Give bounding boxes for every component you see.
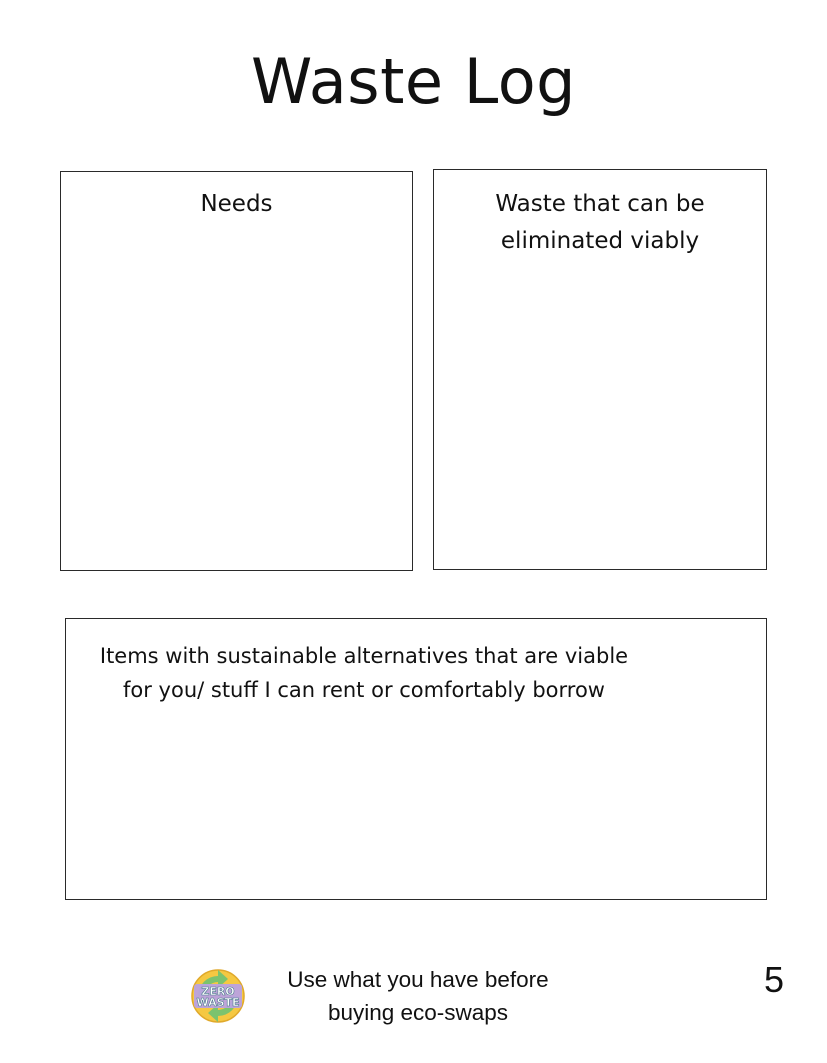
sustainable-alternatives-box[interactable] bbox=[65, 618, 767, 900]
eliminable-waste-label-line-1: Waste that can be bbox=[495, 191, 705, 217]
footer-tagline bbox=[262, 963, 574, 1029]
sustainable-alternatives-label-line-2: for you/ stuff I can rent or comfortably borrow bbox=[123, 678, 605, 702]
page-number: 5 bbox=[763, 959, 785, 1000]
footer-tagline-line-1: Use what you have before bbox=[287, 967, 549, 992]
sustainable-alternatives-label-line-1: Items with sustainable alternatives that are viable bbox=[99, 644, 629, 668]
eliminable-waste-box[interactable] bbox=[433, 169, 767, 570]
needs-box[interactable] bbox=[60, 171, 413, 571]
eliminable-waste-box-label bbox=[434, 186, 766, 260]
page-title: Waste Log bbox=[250, 45, 577, 118]
needs-box-label: Needs bbox=[200, 191, 273, 217]
footer-tagline-line-2: buying eco-swaps bbox=[327, 1000, 509, 1025]
eliminable-waste-label-line-2: eliminated viably bbox=[500, 228, 700, 254]
logo-text-zero: ZERO bbox=[201, 985, 235, 998]
zero-waste-logo-icon bbox=[190, 966, 246, 1024]
sustainable-alternatives-box-label bbox=[66, 639, 662, 707]
logo-text-waste: WASTE bbox=[196, 996, 240, 1009]
